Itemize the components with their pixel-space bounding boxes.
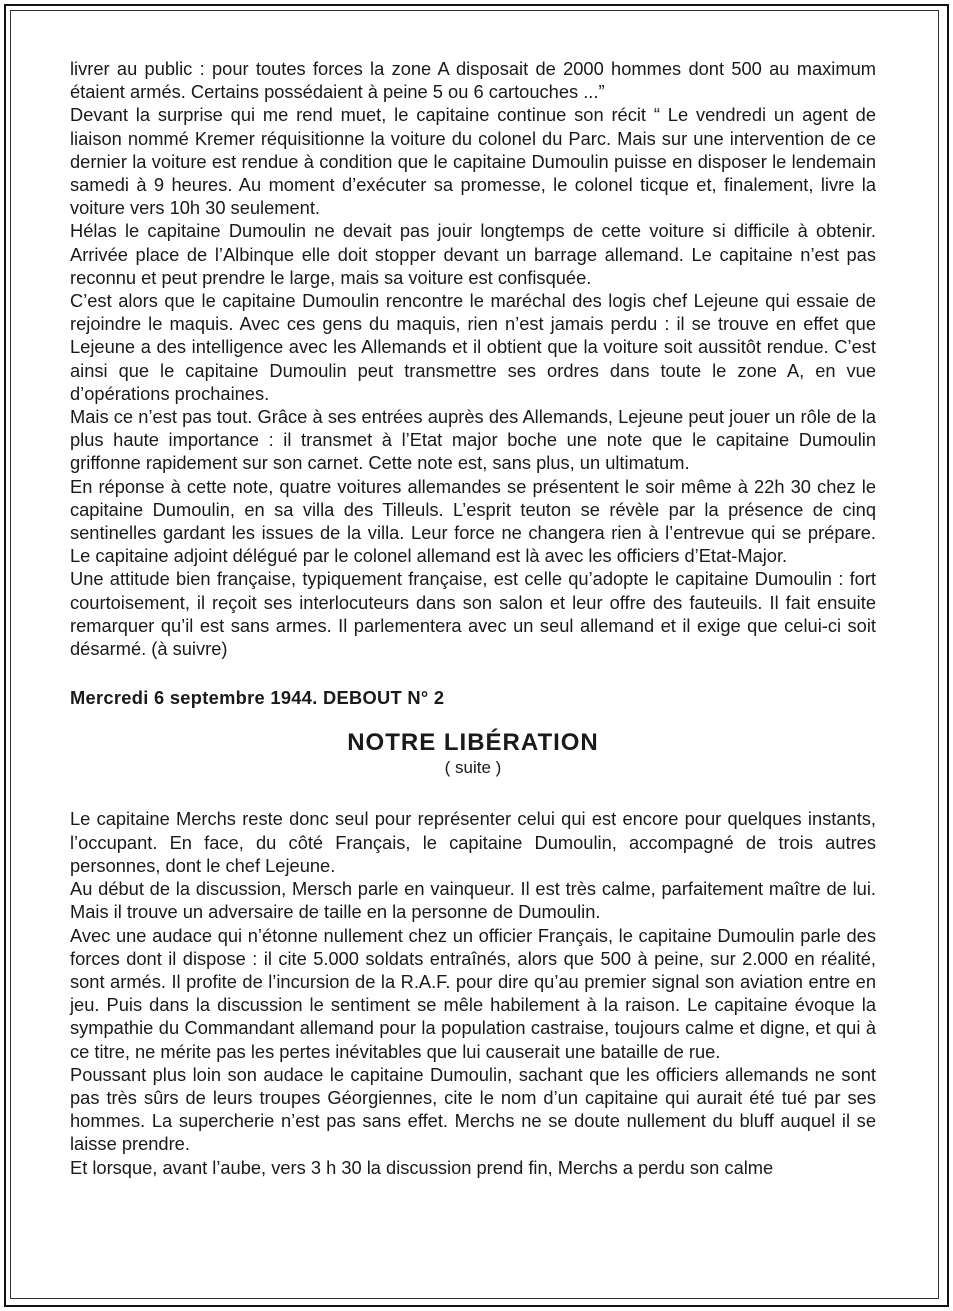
paragraph: C’est alors que le capitaine Dumoulin rencontre le maréchal des logis chef Lejeune qui essaie de rejoindre le maquis. Avec ces gens du maquis, rien n’est jamais perdu : il se trouve en effet que Lejeune a des intelligence avec les Allemands et il obtient que la voiture soit aussitôt rendue. C’est ainsi que le capitaine Dumoulin peut transmettre ses ordres dans toute le zone A, en vue d’opérations prochaines. xyxy=(70,290,876,404)
paragraph: Avec une audace qui n’étonne nullement chez un officier Français, le capitaine Dumoulin parle des forces dont il dispose : il cite 5.000 soldats entraînés, alors que 500 à peine, sur 2.000 en réalité, sont armés. Il profite de l’incursion de la R.A.F. pour dire qu’au premier signal son aviation entre en jeu. Puis dans la discussion le sentiment se mêle habilement à la raison. Le capitaine évoque la sympathie du Commandant allemand pour la population castraise, toujours calme et digne, et qui à ce titre, ne mérite pas les pertes inévitables que lui causerait une bataille de rue. xyxy=(70,924,876,1062)
paragraph: Une attitude bien française, typiquement française, est celle qu’adopte le capitaine Dumoulin : fort courtoisement, il reçoit ses interlocuteurs dans son salon et leur offre des fauteuils. Il fait ensuite remarquer qu’il est sans armes. Il parlementera avec un seul allemand et il exige que celui-ci soit désarmé. (à suivre) xyxy=(70,568,876,660)
paragraph: Hélas le capitaine Dumoulin ne devait pas jouir longtemps de cette voiture si difficile à obtenir. Arrivée place de l’Albinque elle doit stopper devant un barrage allemand. Le capitaine n’est pas reconnu et peut prendre le large, mais sa voiture est confisquée. xyxy=(70,220,876,288)
paragraph: En réponse à cette note, quatre voitures allemandes se présentent le soir même à 22h 30 chez le capitaine Dumoulin, en sa villa des Tilleuls. L’esprit teuton se révèle par la présence de cinq sentinelles gardant les issues de la villa. Leur force ne changera rien à l’entrevue qui se prépare. Le capitaine adjoint délégué par le colonel allemand est là avec les officiers d’Etat-Major. xyxy=(70,475,876,567)
paragraph: Au début de la discussion, Mersch parle en vainqueur. Il est très calme, parfaitement maître de lui. Mais il trouve un adversaire de taille en la personne de Dumoulin. xyxy=(70,878,876,923)
article-part-1 xyxy=(70,57,876,660)
document-page xyxy=(70,57,876,1179)
article-part-2 xyxy=(70,807,876,1178)
headline: NOTRE LIBÉRATION xyxy=(347,729,599,757)
paragraph: Le capitaine Merchs reste donc seul pour représenter celui qui est encore pour quelques instants, l’occupant. En face, du côté Français, le capitaine Dumoulin, accompagné de trois autres personnes, dont le chef Lejeune. xyxy=(70,808,876,876)
paragraph: Et lorsque, avant l’aube, vers 3 h 30 la discussion prend fin, Merchs a perdu son calme xyxy=(70,1156,774,1178)
paragraph: Poussant plus loin son audace le capitaine Dumoulin, sachant que les officiers allemands ne sont pas très sûrs de leurs troupes Géorgiennes, cite le nom d’un capitaine qui aurait été tué par ses hommes. La supercherie n’est pas sans effet. Merchs ne se doute nullement du bluff auquel il se laisse prendre. xyxy=(70,1063,876,1155)
dateline: Mercredi 6 septembre 1944. DEBOUT N° 2 xyxy=(70,687,445,709)
paragraph: Devant la surprise qui me rend muet, le capitaine continue son récit “ Le vendredi un agent de liaison nommé Kremer réquisitionne la voiture du colonel du Parc. Mais sur une intervention de ce dernier la voiture est rendue à condition que le capitaine Dumoulin puisse en disposer le lendemain samedi à 9 heures. Au moment d’exécuter sa promesse, le colonel ticque et, finalement, livre la voiture vers 10h 30 seulement. xyxy=(70,104,876,219)
paragraph: Mais ce n’est pas tout. Grâce à ses entrées auprès des Allemands, Lejeune peut jouer un rôle de la plus haute importance : il transmet à l’Etat major boche une note que le capitaine Dumoulin griffonne rapidement sur son carnet. Cette note est, sans plus, un ultimatum. xyxy=(70,406,876,474)
paragraph: livrer au public : pour toutes forces la zone A disposait de 2000 hommes dont 500 au maximum étaient armés. Certains possédaient à peine 5 ou 6 cartouches ...” xyxy=(70,58,876,103)
subheadline: ( suite ) xyxy=(444,758,502,778)
